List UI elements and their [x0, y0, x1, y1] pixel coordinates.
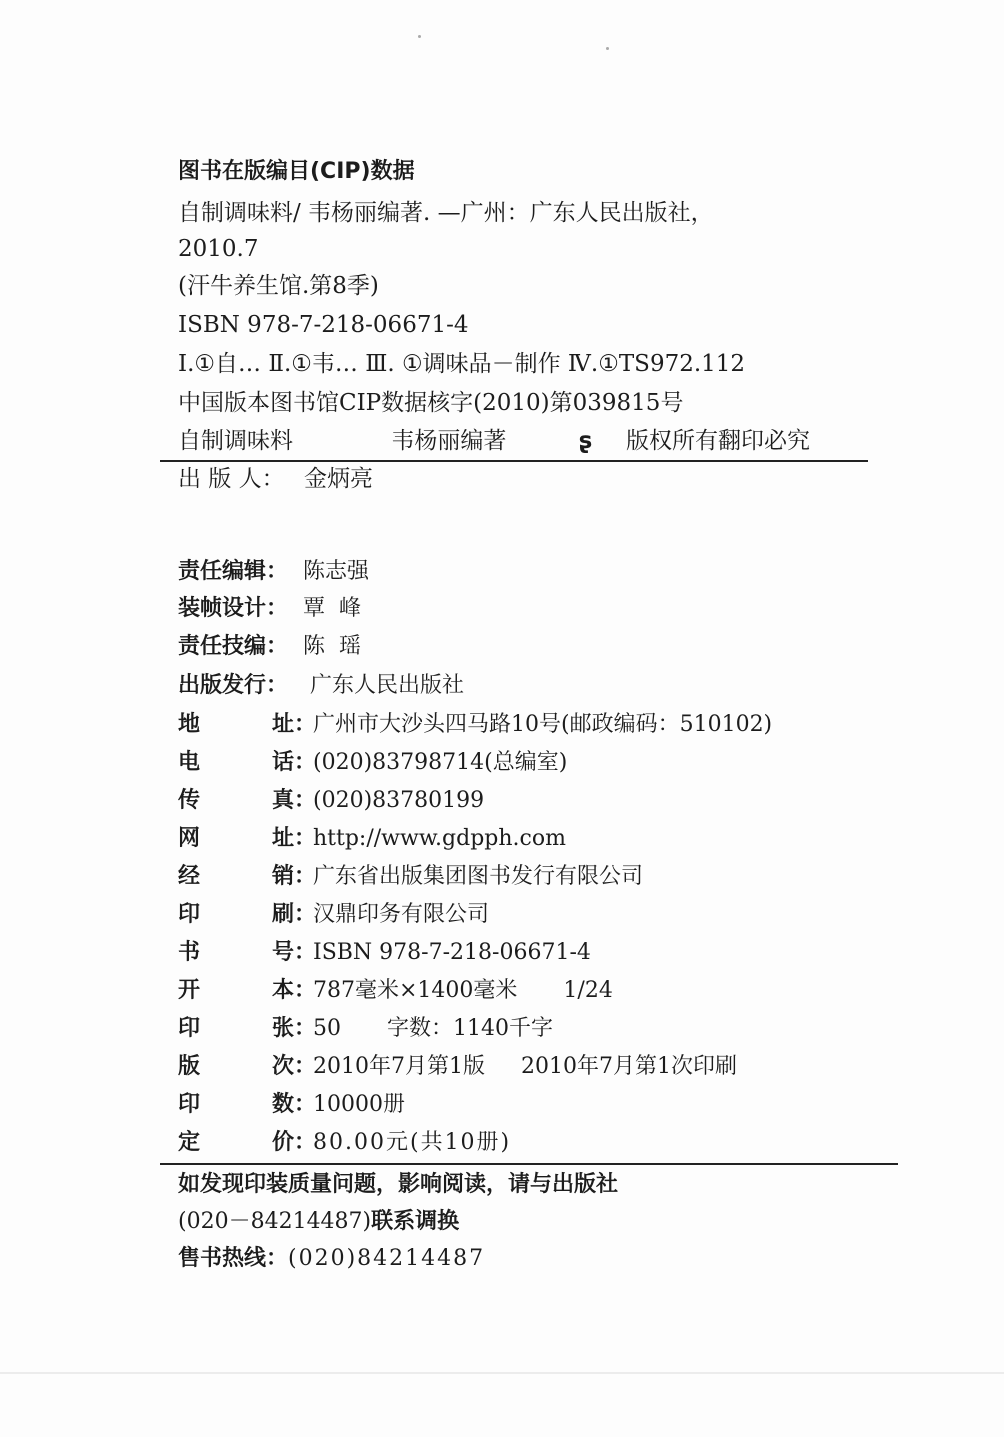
website-link: http://www.gdpph.com — [313, 826, 566, 851]
page-edge — [0, 1372, 1004, 1374]
publisher-person-value: 金炳亮 — [304, 466, 373, 492]
publisher-person-label: 出 版 人： — [178, 466, 285, 492]
copyright-notice: 版权所有翻印必究 — [625, 428, 810, 454]
info-value: 787毫米×1400毫米 1/24 — [313, 978, 613, 1003]
info-label: 网 址： — [178, 826, 317, 851]
detail-label: 责任编辑： — [178, 559, 289, 584]
info-value: 2010年7月第1版 2010年7月第1次印刷 — [313, 1054, 737, 1079]
detail-label: 责任技编： — [178, 634, 289, 659]
info-value: 10000册 — [313, 1092, 405, 1117]
cip-heading: 图书在版编目(CIP)数据 — [178, 159, 415, 184]
cip-line-isbn: ISBN 978-7-218-06671-4 — [178, 312, 469, 338]
info-value: 汉鼎印务有限公司 — [313, 902, 490, 927]
info-label: 书 号： — [178, 940, 317, 965]
cip-line-record: 中国版本图书馆CIP数据核字(2010)第039815号 — [178, 390, 684, 416]
scan-speck — [606, 47, 609, 50]
info-label: 经 销： — [178, 864, 317, 889]
cip-line-date: 2010.7 — [178, 236, 259, 262]
cip-line-title: 自制调味料/ 韦杨丽编著. —广州：广东人民出版社， — [178, 200, 714, 226]
scan-speck — [418, 35, 421, 38]
info-value: 广州市大沙头四马路10号(邮政编码：510102) — [313, 712, 773, 737]
info-value: 80.00元(共10册) — [313, 1130, 512, 1155]
info-value: 广东省出版集团图书发行有限公司 — [313, 864, 644, 889]
info-label: 开 本： — [178, 978, 317, 1003]
divider-top — [160, 460, 868, 462]
cip-line-classification: Ⅰ.①自… Ⅱ.①韦… Ⅲ. ①调味品－制作 Ⅳ.①TS972.112 — [178, 351, 746, 377]
detail-label: 出版发行： — [178, 673, 289, 698]
info-label: 印 数： — [178, 1092, 317, 1117]
book-title: 自制调味料 — [178, 428, 293, 454]
info-label: 定 价： — [178, 1130, 317, 1155]
detail-value: 陈 瑶 — [303, 634, 361, 659]
publisher-person-row — [178, 464, 373, 494]
cip-line-series: (汗牛养生馆.第8季) — [178, 273, 379, 299]
quality-notice: 如发现印装质量问题，影响阅读，请与出版社 — [178, 1172, 619, 1197]
info-label: 版 次： — [178, 1054, 317, 1079]
info-label: 电 话： — [178, 750, 317, 775]
info-label: 传 真： — [178, 788, 317, 813]
detail-value: 陈志强 — [303, 559, 370, 584]
detail-value: 广东人民出版社 — [310, 673, 465, 698]
divider-bottom — [160, 1163, 898, 1165]
info-value: (020)83780199 — [313, 788, 485, 813]
info-label: 印 刷： — [178, 902, 317, 927]
info-value: 50 字数：1140千字 — [313, 1016, 553, 1041]
sales-hotline: 售书热线：(020)84214487 — [178, 1246, 486, 1271]
book-author: 韦杨丽编著 — [391, 428, 507, 454]
copyright-row — [178, 426, 810, 456]
info-label: 印 张： — [178, 1016, 317, 1041]
detail-value: 覃 峰 — [303, 596, 361, 621]
detail-label: 装帧设计： — [178, 596, 289, 621]
copyright-icon: ʂ — [578, 428, 593, 454]
info-value: (020)83798714(总编室) — [313, 750, 568, 775]
info-label: 地 址： — [178, 712, 317, 737]
exchange-contact: (020－84214487)联系调换 — [178, 1209, 460, 1234]
info-value: ISBN 978-7-218-06671-4 — [313, 940, 591, 965]
